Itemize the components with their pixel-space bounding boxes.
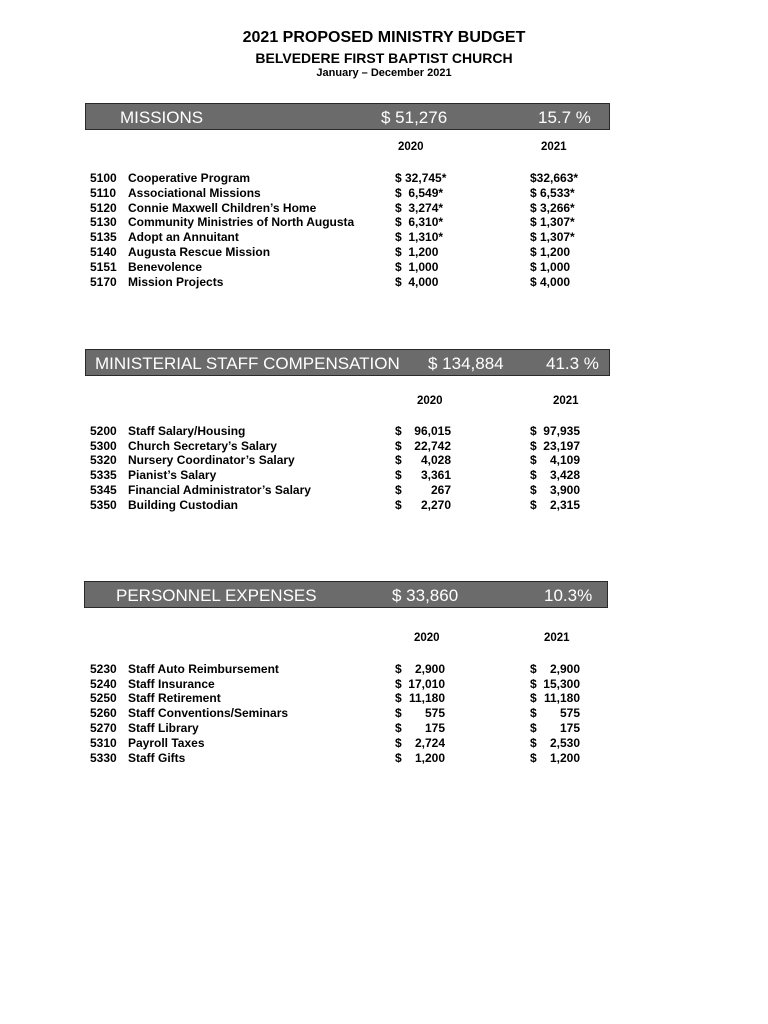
dollar-2020: $ <box>395 483 402 497</box>
amount-2020: 11,180 <box>408 691 445 705</box>
dollar-2020: $ <box>395 721 402 735</box>
account-code: 5270 <box>90 721 117 735</box>
line-item: Staff Retirement <box>128 691 221 705</box>
dollar-2020: $ <box>395 439 402 453</box>
table-row <box>0 483 768 498</box>
dollar-2021: $ <box>530 468 537 482</box>
dollar-2021: $ <box>530 483 537 497</box>
dollar-2021: $ <box>530 721 537 735</box>
dollar-2021: $ <box>530 751 537 765</box>
budget-title: 2021 PROPOSED MINISTRY BUDGET <box>242 29 526 46</box>
line-item: Church Secretary’s Salary <box>128 439 277 453</box>
dollar-2021: $ <box>530 424 537 438</box>
dollar-2021: $ <box>530 677 537 691</box>
account-code: 5151 <box>90 260 117 274</box>
amount-2020: 1,200 <box>414 751 445 765</box>
amount-2020: 3,361 <box>420 468 451 482</box>
amount-2020: 2,724 <box>414 736 445 750</box>
amount-2020: $ 1,200 <box>395 245 439 259</box>
dollar-2020: $ <box>395 736 402 750</box>
line-item: Building Custodian <box>128 498 238 512</box>
account-code: 5135 <box>90 230 117 244</box>
line-item: Staff Conventions/Seminars <box>128 706 289 720</box>
table-row <box>0 721 768 736</box>
dollar-2020: $ <box>395 691 402 705</box>
amount-2020: 96,015 <box>414 424 451 438</box>
account-code: 5320 <box>90 453 117 467</box>
amount-2021: 1,200 <box>549 751 580 765</box>
amount-2021: 11,180 <box>543 691 580 705</box>
section-percent: 15.7 % <box>538 108 591 127</box>
table-row <box>0 439 768 454</box>
line-item: Staff Insurance <box>128 677 215 691</box>
section-amount: $ 33,860 <box>392 586 459 605</box>
amount-2020: $ 1,000 <box>395 260 439 274</box>
amount-2021: $ 1,307* <box>530 215 575 229</box>
account-code: 5200 <box>90 424 117 438</box>
year-label-2021: 2021 <box>544 632 570 644</box>
account-code: 5230 <box>90 662 117 676</box>
line-item: Payroll Taxes <box>128 736 205 750</box>
table-row <box>0 706 768 721</box>
section-band-personnel-expenses <box>84 581 608 608</box>
table-row <box>0 736 768 751</box>
amount-2021: 2,900 <box>549 662 580 676</box>
table-row <box>0 424 768 439</box>
section-amount: $ 134,884 <box>428 354 504 373</box>
amount-2021: $ 1,000 <box>530 260 571 274</box>
amount-2021: 575 <box>559 706 580 720</box>
line-item: Pianist’s Salary <box>128 468 217 482</box>
account-code: 5260 <box>90 706 117 720</box>
table-row <box>0 662 768 677</box>
amount-2020: 575 <box>424 706 445 720</box>
account-code: 5350 <box>90 498 117 512</box>
table-row <box>0 275 768 290</box>
amount-2021: $ 3,266* <box>530 201 575 215</box>
account-code: 5170 <box>90 275 117 289</box>
account-code: 5330 <box>90 751 117 765</box>
line-item: Associational Missions <box>128 186 261 200</box>
amount-2021: 3,900 <box>549 483 580 497</box>
amount-2020: $ 6,549* <box>395 186 444 200</box>
amount-2020: $ 32,745* <box>395 171 447 185</box>
amount-2021: 15,300 <box>543 677 580 691</box>
account-code: 5100 <box>90 171 117 185</box>
amount-2020: $ 3,274* <box>395 201 444 215</box>
church-name: BELVEDERE FIRST BAPTIST CHURCH <box>255 50 513 66</box>
section-band-missions <box>85 103 610 130</box>
table-row <box>0 677 768 692</box>
dollar-2020: $ <box>395 453 402 467</box>
year-label-2021: 2021 <box>541 141 567 153</box>
section-percent: 41.3 % <box>546 354 599 373</box>
dollar-2020: $ <box>395 751 402 765</box>
account-code: 5140 <box>90 245 117 259</box>
line-item: Staff Library <box>128 721 199 735</box>
section-percent: 10.3% <box>544 586 593 605</box>
amount-2020: 4,028 <box>420 453 451 467</box>
account-code: 5345 <box>90 483 117 497</box>
line-item: Staff Gifts <box>128 751 186 765</box>
section-band-ministerial-staff <box>85 349 610 376</box>
line-item: Financial Administrator’s Salary <box>128 483 311 497</box>
account-code: 5110 <box>90 186 117 200</box>
amount-2021: $ 1,307* <box>530 230 575 244</box>
line-item: Benevolence <box>128 260 203 274</box>
table-row <box>0 171 768 186</box>
section-name: PERSONNEL EXPENSES <box>116 586 317 605</box>
account-code: 5335 <box>90 468 117 482</box>
dollar-2021: $ <box>530 662 537 676</box>
account-code: 5310 <box>90 736 117 750</box>
account-code: 5300 <box>90 439 117 453</box>
amount-2020: $ 6,310* <box>395 215 444 229</box>
table-row <box>0 498 768 513</box>
table-row <box>0 751 768 766</box>
year-label-2021: 2021 <box>553 395 579 407</box>
amount-2021: 2,530 <box>549 736 580 750</box>
dollar-2021: $ <box>530 439 537 453</box>
table-row <box>0 453 768 468</box>
account-code: 5120 <box>90 201 117 215</box>
dollar-2020: $ <box>395 468 402 482</box>
line-item: Nursery Coordinator’s Salary <box>128 453 295 467</box>
dollar-2020: $ <box>395 424 402 438</box>
year-label-2020: 2020 <box>417 395 443 407</box>
line-item: Community Ministries of North Augusta <box>128 215 355 229</box>
amount-2021: $ 1,200 <box>530 245 571 259</box>
section-amount: $ 51,276 <box>381 108 448 127</box>
amount-2021: 4,109 <box>549 453 580 467</box>
account-code: 5240 <box>90 677 117 691</box>
amount-2021: 175 <box>559 721 580 735</box>
dollar-2020: $ <box>395 706 402 720</box>
amount-2020: $ 4,000 <box>395 275 439 289</box>
section-name: MISSIONS <box>120 108 204 127</box>
amount-2020: 2,270 <box>420 498 451 512</box>
year-label-2020: 2020 <box>414 632 440 644</box>
line-item: Augusta Rescue Mission <box>128 245 271 259</box>
dollar-2021: $ <box>530 498 537 512</box>
line-item: Mission Projects <box>128 275 224 289</box>
dollar-2021: $ <box>530 736 537 750</box>
amount-2021: $ 6,533* <box>530 186 575 200</box>
amount-2021: $32,663* <box>530 171 579 185</box>
table-row <box>0 260 768 275</box>
dollar-2021: $ <box>530 453 537 467</box>
amount-2020: 17,010 <box>408 677 445 691</box>
amount-2021: 2,315 <box>549 498 580 512</box>
amount-2021: 23,197 <box>543 439 580 453</box>
account-code: 5130 <box>90 215 117 229</box>
amount-2021: $ 4,000 <box>530 275 571 289</box>
budget-period: January – December 2021 <box>316 67 452 79</box>
table-row <box>0 230 768 245</box>
amount-2020: $ 1,310* <box>395 230 444 244</box>
amount-2020: 175 <box>424 721 445 735</box>
amount-2020: 22,742 <box>414 439 451 453</box>
line-item: Adopt an Annuitant <box>128 230 239 244</box>
dollar-2020: $ <box>395 498 402 512</box>
amount-2021: 3,428 <box>549 468 580 482</box>
line-item: Connie Maxwell Children’s Home <box>128 201 317 215</box>
table-row <box>0 215 768 230</box>
table-row <box>0 245 768 260</box>
dollar-2020: $ <box>395 677 402 691</box>
table-row <box>0 691 768 706</box>
amount-2021: 97,935 <box>543 424 580 438</box>
section-name: MINISTERIAL STAFF COMPENSATION <box>95 354 400 373</box>
line-item: Staff Salary/Housing <box>128 424 246 438</box>
year-label-2020: 2020 <box>398 141 424 153</box>
table-row <box>0 186 768 201</box>
table-row <box>0 468 768 483</box>
line-item: Staff Auto Reimbursement <box>128 662 279 676</box>
dollar-2021: $ <box>530 706 537 720</box>
account-code: 5250 <box>90 691 117 705</box>
dollar-2021: $ <box>530 691 537 705</box>
amount-2020: 267 <box>430 483 451 497</box>
table-row <box>0 201 768 216</box>
amount-2020: 2,900 <box>414 662 445 676</box>
dollar-2020: $ <box>395 662 402 676</box>
line-item: Cooperative Program <box>128 171 251 185</box>
